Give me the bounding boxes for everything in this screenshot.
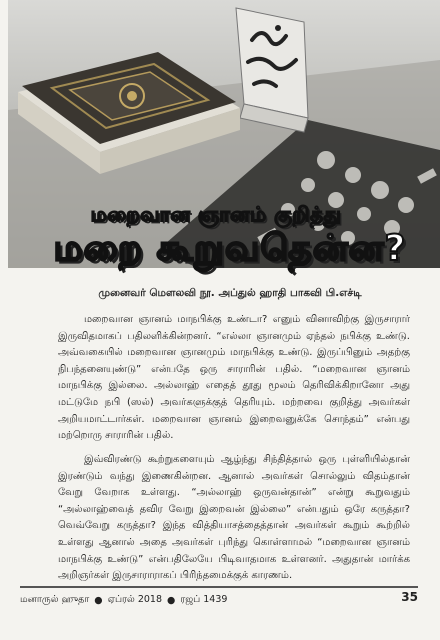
magazine-name: மனாருல் ஹுதா (20, 594, 90, 605)
article-author: முனைவர் மௌலவி நூ. அப்துல் ஹாதி பாகவி பி.எச்டி (98, 287, 362, 299)
body-paragraph: இவ்விரண்டு கூற்றுகளையும் ஆழ்ந்து சிந்தித்தால் ஒரு புள்ளியில்தான் இரண்டும் வந்து இணைகின்றன. ஆனால் அவர்கள் சொல்லும் விதம்தான் வேறு வேறாக உள்ளது. “அல்லாஹ் ஒருவன்தான்” என்று கூறுவதும் “அல்லாஹ்வைத் தவிர வேறு இறைவன் இல்லை” என்பதும் ஒரே கருத்தா? வெவ்வேறு கருத்தா? இந்த வித்தியாசத்தைத்தான் அவர்கள் கூறும் கூற்றில் உள்ளது ஆனால் அதை அவர்கள் புரிந்து கொள்ளாமல் “மறைவான ஞானம் மாநபிக்கு உண்டு” என்பதிலேயே பிடிவாதமாக உள்ளனர். அதுதான் மார்க்க அறிஞர்கள் இருசாராராகப் பிரிந்தமைக்குக் காரணம். (58, 454, 410, 582)
bullet-icon: ● (94, 594, 103, 606)
article-title-line1: மறைவான ஞானம் குறித்து (90, 202, 342, 226)
footer-divider (20, 586, 418, 588)
article-title-line2: மறை கூறுவதென்ன? (53, 228, 407, 269)
body-paragraph: மறைவான ஞானம் மாநபிக்கு உண்டா? எனும் வினாவிற்கு இருசாரார் இருவிதமாகப் பதிலளிக்கின்றனர். “எல்லா ஞானமும் ஏந்தல் நபிக்கு உண்டு. அவ்வகையில் மறைவான ஞானமும் மாநபிக்கு உண்டு. இருப்பினும் அதற்கு நிபந்தனையுண்டு” என்பதே ஒரு சாராரின் பதில். “மறைவான ஞானம் மாநபிக்கு இல்லை. அல்லாஹ் எதைத் தூது மூலம் தெரிவிக்கிறானோ அது மட்டுமே நபி (ஸல்) அவர்களுக்குத் தெரியும். மற்றவை குறித்து அவர்கள் அறியமாட்டார்கள். மறைவான ஞானம் இறைவனுக்கே சொந்தம்” என்பது மற்றொரு சாராரின் பதில். (58, 314, 410, 442)
hijri-date: ரஜப் 1439 (180, 594, 228, 605)
page-number: 35 (401, 590, 418, 604)
page-footer (20, 592, 418, 608)
issue-date: ஏப்ரல் 2018 (107, 594, 163, 605)
bullet-icon: ● (167, 594, 176, 606)
calligraphy-stand-image (236, 8, 308, 132)
